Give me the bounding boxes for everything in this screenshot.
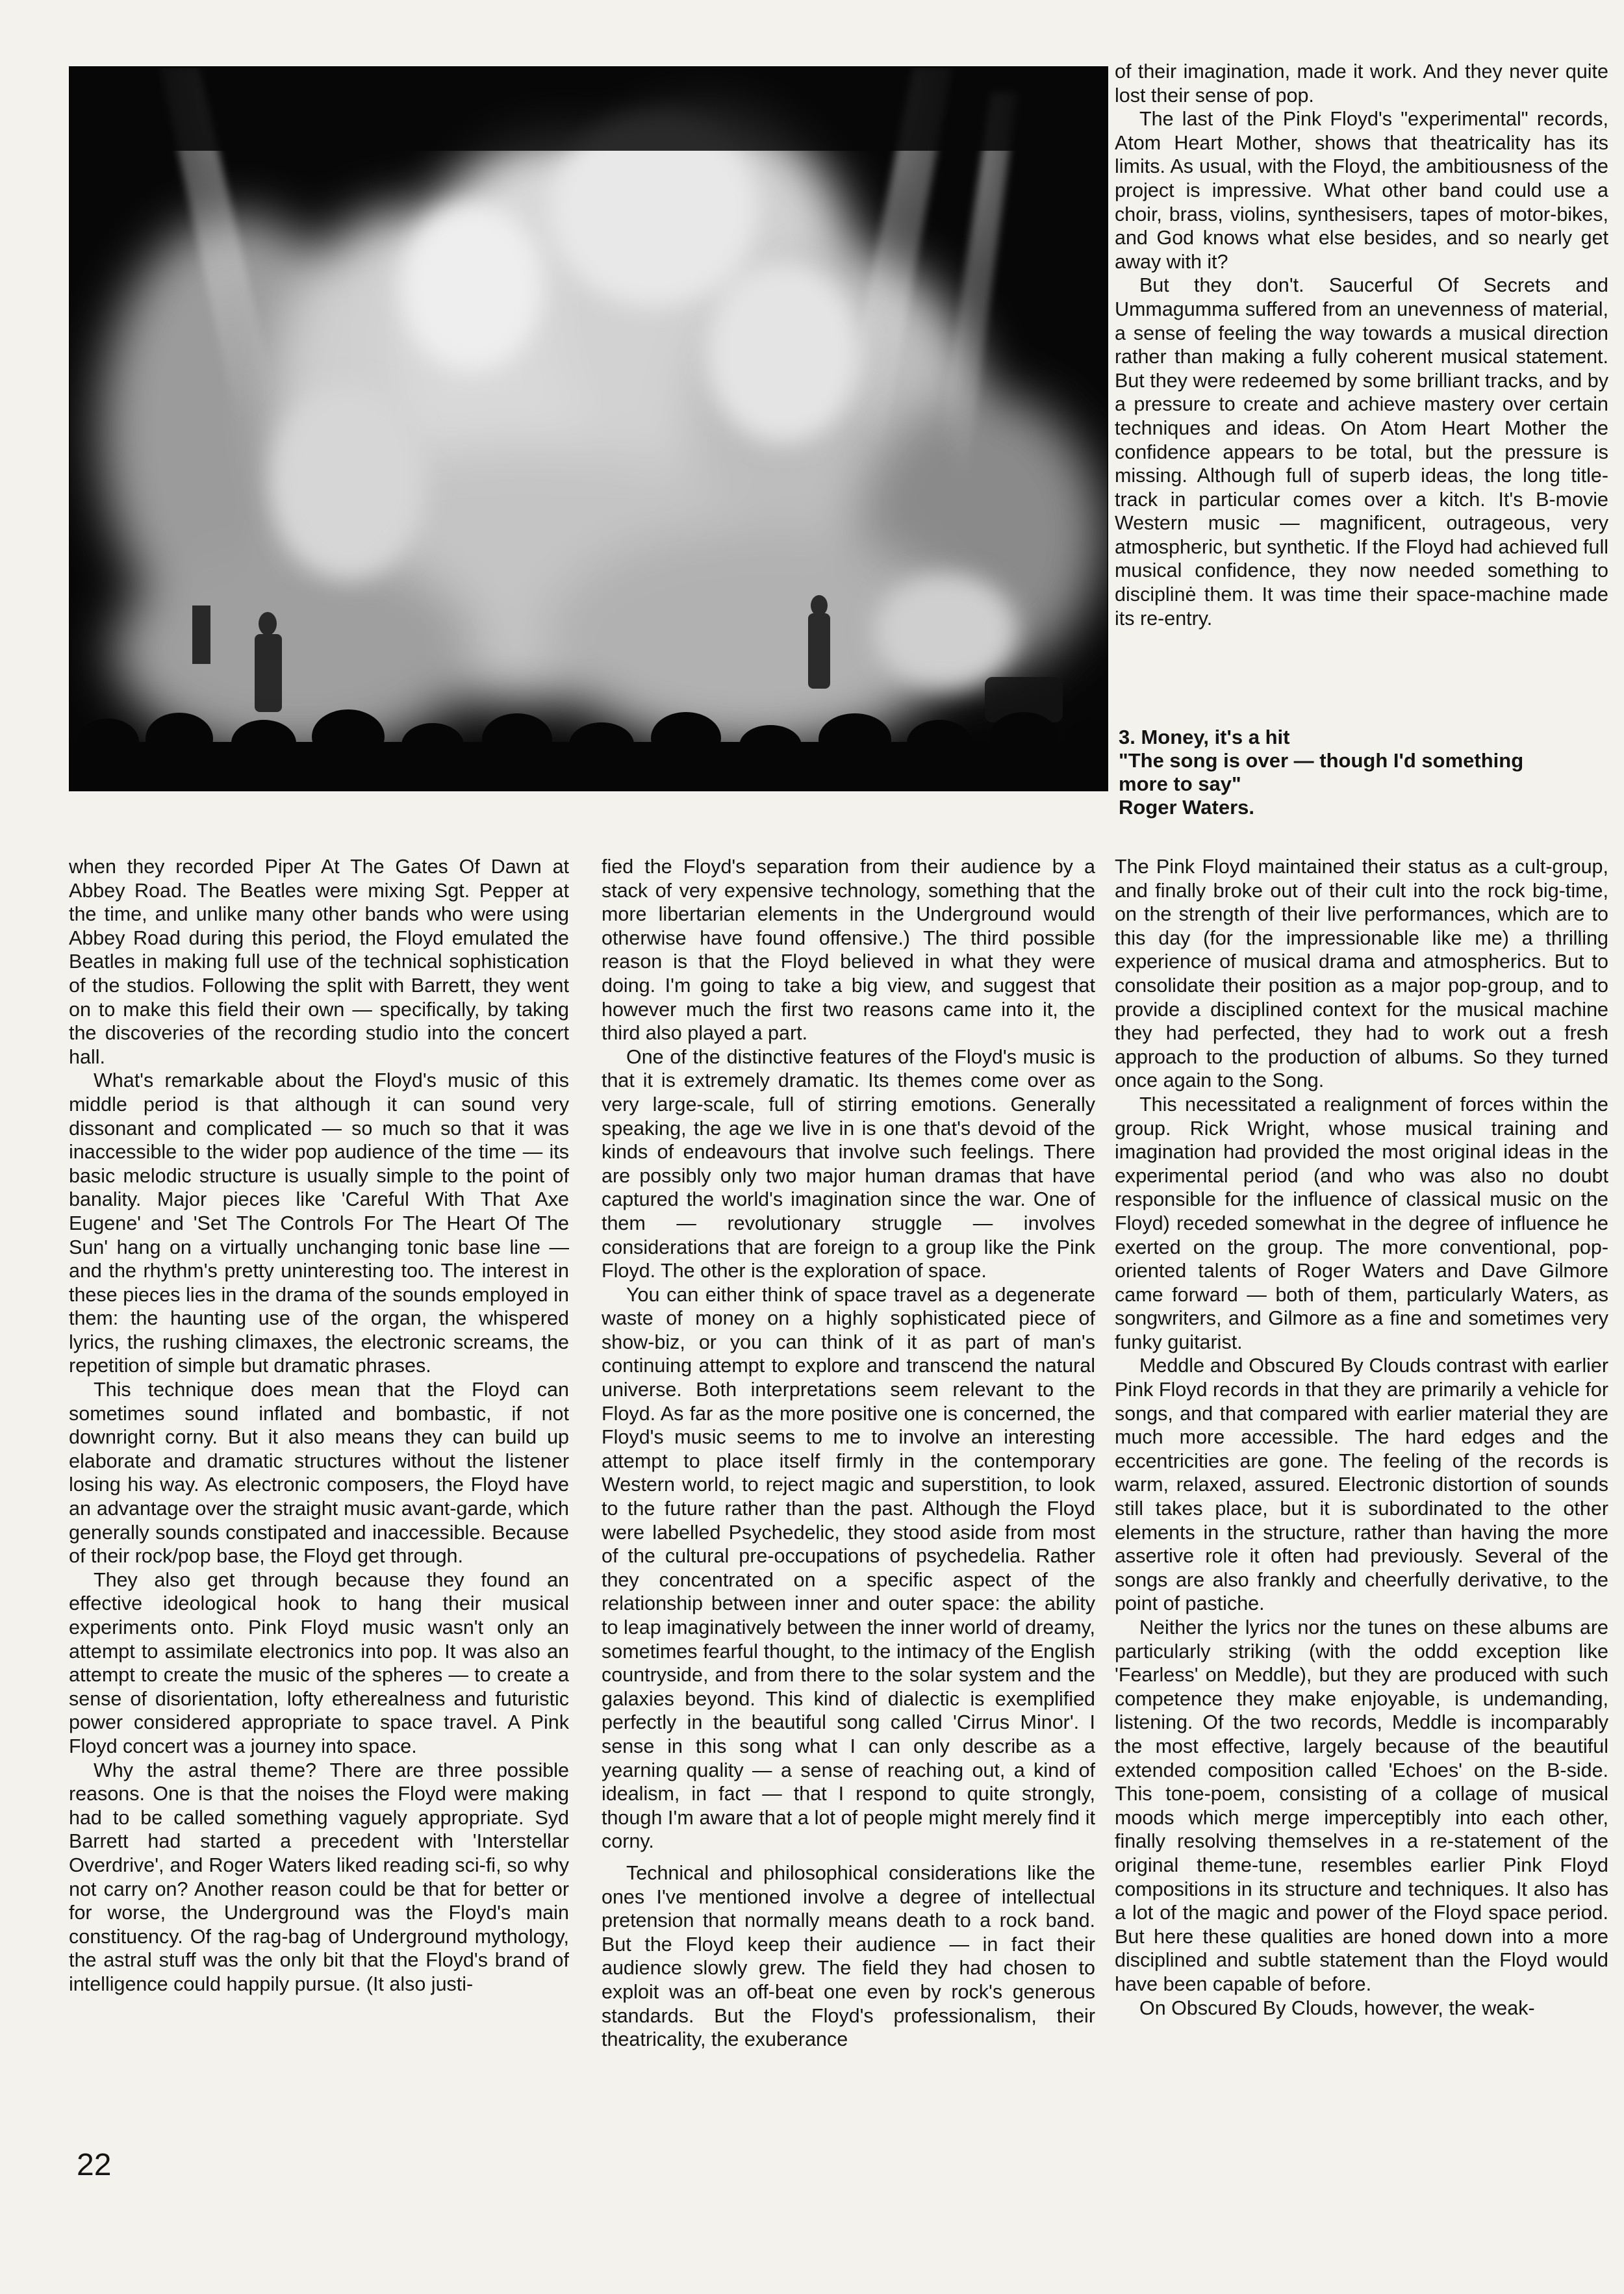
section-title: 3. Money, it's a hit (1119, 726, 1290, 748)
paragraph: But they don't. Saucerful Of Secrets and Ummagumma suffered from an unevenness of material, a sense of feeling the way towards a musical direction rather than making a fully coherent musical statement. But they were redeemed by some brilliant tracks, and by a pressure to create and achieve mastery over certain techniques and ideas. On Atom Heart Mother the confidence appears to be total, but the pressure is missing. Although full of superb ideas, the long title-track in particular comes over a kitch. It's B-movie Western music — magnificent, outrageous, very atmospheric, but synthetic. If the Floyd had achieved full musical confidence, they now needed something to disciplinė them. It was time their space-machine made its re-entry. (1115, 274, 1608, 630)
paragraph: Why the astral theme? There are three possible reasons. One is that the noises the Floyd were making had to be called something vaguely appropriate. Syd Barrett had started a precedent with 'Interstellar Overdrive', and Roger Waters liked reading sci-fi, so why not carry on? Another reason could be that for better or for worse, the Underground was the Floyd's main constituency. Of the rag-bag of Underground mythology, the astral stuff was the only bit that the Floyd's brand of intelligence could happily pursue. (It also justi- (69, 1759, 569, 1995)
paragraph: One of the distinctive features of the Floyd's music is that it is extremely dramatic. Its themes come over as very large-scale, full of stirring emotions. Generally speaking, the age we live in is one that's devoid of the kinds of endeavours that involve such feelings. There are possibly only two major human dramas that have captured the world's imagination since the war. One of them — revolutionary struggle — involves considerations that are foreign to a group like the Pink Floyd. The other is the exploration of space. (602, 1045, 1095, 1282)
concert-photo (69, 66, 1108, 791)
section-heading (1119, 726, 1599, 819)
paragraph: They also get through because they found an effective ideological hook to hang their musical experiments onto. Pink Floyd music wasn't only an attempt to assimilate electronics into pop. It was also an attempt to create the music of the spheres — to create a sense of disorientation, lofty etherealness and futuristic power considered appropriate to space travel. A Pink Floyd concert was a journey into space. (69, 1568, 569, 1757)
article-column-3 (1115, 855, 1608, 2020)
section-quote-line-1: "The song is over — though I'd something (1119, 749, 1524, 772)
paragraph: when they recorded Piper At The Gates Of Dawn at Abbey Road. The Beatles were mixing Sgt. Pepper at the time, and unlike many other bands who were using Abbey Road during this period, the Floyd emulated the Beatles in making full use of the technical sophistication of the studios. Following the split with Barrett, they went on to make this field their own — specifically, by taking the discoveries of the recording studio into the concert hall. (69, 856, 569, 1068)
paragraph: On Obscured By Clouds, however, the weak- (1139, 1996, 1535, 2019)
paragraph: Technical and philosophical considerations like the ones I've mentioned involve a degree of intellectual pretension that normally means death to a rock band. But the Floyd keep their audience — in fact their audience slowly grew. The field they had chosen to exploit was an off-beat one even by rock's generous standards. But the Floyd's professionalism, their theatricality, the exuberance (602, 1861, 1095, 2051)
article-column-2 (602, 855, 1095, 2052)
paragraph: Neither the lyrics nor the tunes on these albums are particularly striking (with the oddd exception like 'Fearless' on Meddle), but they are produced with such competence they make enjoyable, is undemanding, listening. Of the two records, Meddle is incomparably the most effective, largely because of the beautiful extended composition called 'Echoes' on the B-side. This tone-poem, consisting of a collage of musical moods which merge imperceptibly into each other, finally resolving themselves in a re-statement of the original theme-tune, resembles earlier Pink Floyd compositions in its structure and techniques. It also has a lot of the magic and power of the Floyd space period. But here these qualities are honed down into a more disciplined and subtle statement than the Floyd would have been capable of before. (1115, 1616, 1608, 1995)
paragraph: You can either think of space travel as a degenerate waste of money on a highly sophisticated piece of show-biz, or you can think of it as part of man's continuing attempt to explore and transcend the natural universe. Both interpretations seem relevant to the Floyd. As far as the more positive one is concerned, the Floyd's music seems to me to involve an interesting attempt to place itself firmly in the contemporary Western world, to reject magic and superstition, to look to the future rather than the past. Although the Floyd were labelled Psychedelic, they stood aside from most of the cultural pre-occupations of psychedelia. Rather they concentrated on a specific aspect of the relationship between inner and outer space: the ability to leap imaginatively between the inner world of dreamy, sometimes fearful thought, to the intimacy of the English countryside, and from there to the solar system and the galaxies beyond. This kind of dialectic is exemplified perfectly in the beautiful song called 'Cirrus Minor'. I sense in this song what I can only describe as a yearning quality — a sense of reaching out, a kind of idealism, in fact — that I respond to quite strongly, though I'm aware that a lot of people might merely find it corny. (602, 1283, 1095, 1853)
paragraph: What's remarkable about the Floyd's music of this middle period is that although it can sound very dissonant and complicated — so much so that it was inaccessible to the wider pop audience of the time — its basic melodic structure is usually simple to the point of banality. Major pieces like 'Careful With That Axe Eugene' and 'Set The Controls For The Heart Of The Sun' hang on a virtually unchanging tonic base line — and the rhythm's pretty uninteresting too. The interest in these pieces lies in the drama of the sounds employed in them: the haunting use of the organ, the whispered lyrics, the rushing climaxes, the electronic screams, the repetition of simple but dramatic phrases. (69, 1069, 569, 1377)
paragraph: The Pink Floyd maintained their status as a cult-group, and finally broke out of their cult into the rock big-time, on the strength of their live performances, which are to this day (for the impressionable like me) a thrilling experience of musical drama and atmospherics. But to consolidate their position as a major pop-group, and to provide a disciplined context for the musical machine they had perfected, they had to work out a fresh approach to the production of albums. So they turned once again to the Song. (1115, 856, 1608, 1092)
paragraph: Meddle and Obscured By Clouds contrast with earlier Pink Floyd records in that they are primarily a vehicle for songs, and that compared with earlier material they are much more accessible. The hard edges and the eccentricities are gone. The feeling of the records is warm, relaxed, assured. Electronic distortion of sounds still takes place, but it is subordinated to the other elements in the structure, rather than having the more assertive role it often had previously. Several of the songs are also frankly and cheerfully derivative, to the point of pastiche. (1115, 1355, 1608, 1615)
article-column-right-top (1115, 60, 1608, 630)
section-quote-line-2: more to say" (1119, 772, 1241, 795)
section-quote-author: Roger Waters. (1119, 796, 1255, 819)
paragraph: of their imagination, made it work. And they never quite lost their sense of pop. (1115, 60, 1608, 107)
paragraph: The last of the Pink Floyd's "experimental" records, Atom Heart Mother, shows that theatricality has its limits. As usual, with the Floyd, the ambitiousness of the project is impressive. What other band could use a choir, brass, violins, synthesisers, tapes of motor-bikes, and God knows what else besides, and so nearly get away with it? (1115, 108, 1608, 273)
paragraph: This technique does mean that the Floyd can sometimes sound inflated and bombastic, if not downright corny. But it also means they can build up elaborate and dramatic structures without the listener losing his way. As electronic composers, the Floyd have an advantage over the straight music avant-garde, which generally sounds constipated and inaccessible. Because of their rock/pop base, the Floyd get through. (69, 1379, 569, 1568)
article-column-1 (69, 855, 569, 1996)
paragraph: This necessitated a realignment of forces within the group. Rick Wright, whose musical training and imagination had provided the most original ideas in the experimental period (and who was also no doubt responsible for the influence of classical music on the Floyd) receded somewhat in the degree of influence he exerted on the group. The more conventional, pop-oriented talents of Roger Waters and Dave Gilmore came forward — both of them, particularly Waters, as songwriters, and Gilmore as a fine and sometimes very funky guitarist. (1115, 1093, 1608, 1353)
page-number: 22 (77, 2148, 112, 2182)
paragraph: fied the Floyd's separation from their audience by a stack of very expensive technology, something that the more libertarian elements in the Underground would otherwise have found offensive.) The third possible reason is that the Floyd believed in what they were doing. I'm going to take a big view, and suggest that however much the first two reasons came into it, the third also played a part. (602, 856, 1095, 1045)
concert-stage-photo-icon (69, 66, 1108, 791)
